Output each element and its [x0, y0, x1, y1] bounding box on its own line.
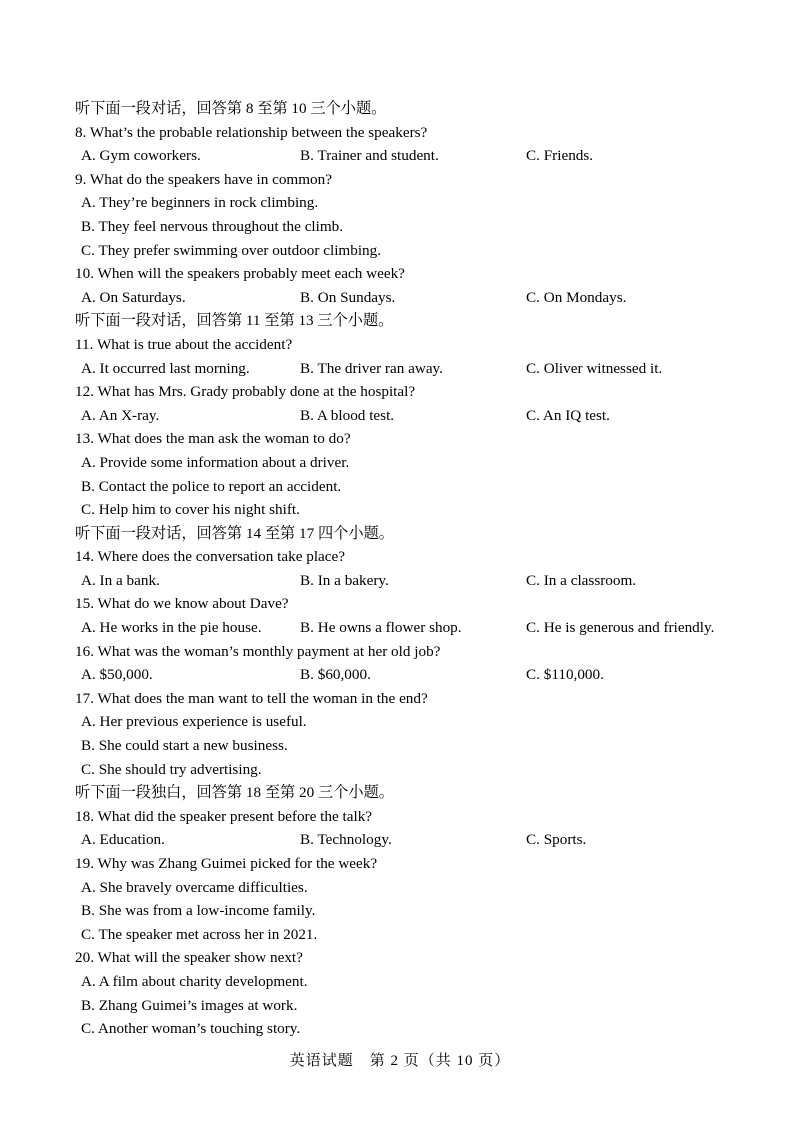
option-b: B. A blood test. — [300, 406, 395, 424]
option-c: C. Another woman’s touching story. — [81, 1020, 301, 1038]
question-text: 17. What does the man want to tell the woman in the end? — [75, 689, 428, 707]
option-b: B. $60,000. — [300, 666, 371, 684]
options-row — [75, 404, 765, 428]
option-a: A. Education. — [81, 831, 165, 849]
option-a: A. A film about charity development. — [81, 972, 308, 990]
section-instruction: 听下面一段对话，回答第 8 至第 10 三个小题。 — [75, 100, 387, 117]
option-a: A. In a bank. — [81, 571, 160, 589]
option-b: B. He owns a flower shop. — [300, 619, 462, 637]
section-instruction: 听下面一段对话，回答第 11 至第 13 三个小题。 — [75, 312, 394, 330]
option-b: B. Contact the police to report an accident. — [81, 477, 342, 495]
option-a: A. It occurred last morning. — [81, 359, 250, 377]
option-c: C. On Mondays. — [526, 288, 627, 306]
option-c: C. An IQ test. — [526, 406, 610, 424]
section-instruction: 听下面一段独白，回答第 18 至第 20 三个小题。 — [75, 784, 394, 802]
option-a: A. He works in the pie house. — [81, 619, 262, 637]
option-a: A. $50,000. — [81, 666, 153, 684]
option-c: C. He is generous and friendly. — [526, 619, 715, 637]
option-c: C. Sports. — [526, 831, 587, 849]
question-text: 15. What do we know about Dave? — [75, 595, 289, 613]
option-c: C. The speaker met across her in 2021. — [81, 925, 318, 943]
options-row — [75, 569, 765, 593]
section-instruction: 听下面一段对话，回答第 14 至第 17 四个小题。 — [75, 524, 394, 542]
option-b: B. In a bakery. — [300, 571, 389, 589]
option-b: B. Trainer and student. — [300, 147, 439, 165]
option-b: B. The driver ran away. — [300, 359, 443, 377]
question-text: 19. Why was Zhang Guimei picked for the week? — [75, 855, 378, 872]
question-text: 11. What is true about the accident? — [75, 335, 293, 353]
option-a: A. On Saturdays. — [81, 288, 186, 306]
option-b: B. Technology. — [300, 831, 392, 849]
question-text: 10. When will the speakers probably meet each week? — [75, 265, 405, 283]
option-b: B. They feel nervous throughout the climb. — [81, 217, 344, 235]
question-text: 9. What do the speakers have in common? — [75, 170, 332, 188]
question-text: 16. What was the woman’s monthly payment at her old job? — [75, 642, 441, 660]
option-c: C. $110,000. — [526, 666, 604, 684]
question-text: 8. What’s the probable relationship between the speakers? — [75, 123, 428, 141]
options-row — [75, 144, 765, 168]
question-text: 18. What did the speaker present before the talk? — [75, 807, 373, 825]
options-row — [75, 663, 765, 687]
options-row — [75, 286, 765, 310]
option-a: A. Gym coworkers. — [81, 147, 201, 165]
option-c: C. Friends. — [526, 147, 594, 165]
option-c: C. Help him to cover his night shift. — [81, 501, 300, 519]
page-footer: 英语试题 第 2 页（共 10 页） — [289, 1053, 511, 1069]
option-b: B. She was from a low-income family. — [81, 902, 316, 920]
question-text: 13. What does the man ask the woman to do? — [75, 430, 351, 448]
option-c: C. They prefer swimming over outdoor climbing. — [81, 241, 382, 259]
options-row — [75, 616, 765, 640]
option-a: A. An X-ray. — [81, 406, 160, 424]
option-b: B. She could start a new business. — [81, 737, 288, 755]
option-a: A. They’re beginners in rock climbing. — [81, 194, 319, 212]
options-row — [75, 828, 765, 852]
option-c: C. She should try advertising. — [81, 760, 262, 778]
option-b: B. Zhang Guimei’s images at work. — [81, 996, 298, 1014]
question-text: 12. What has Mrs. Grady probably done at the hospital? — [75, 383, 416, 401]
option-a: A. She bravely overcame difficulties. — [81, 878, 308, 896]
option-a: A. Provide some information about a driver. — [81, 453, 350, 471]
option-b: B. On Sundays. — [300, 288, 396, 306]
question-text: 20. What will the speaker show next? — [75, 949, 303, 967]
options-row — [75, 357, 765, 381]
option-a: A. Her previous experience is useful. — [81, 713, 307, 731]
option-c: C. In a classroom. — [526, 571, 637, 589]
option-c: C. Oliver witnessed it. — [526, 359, 663, 377]
question-text: 14. Where does the conversation take place? — [75, 548, 346, 566]
listening-content — [75, 97, 765, 1041]
